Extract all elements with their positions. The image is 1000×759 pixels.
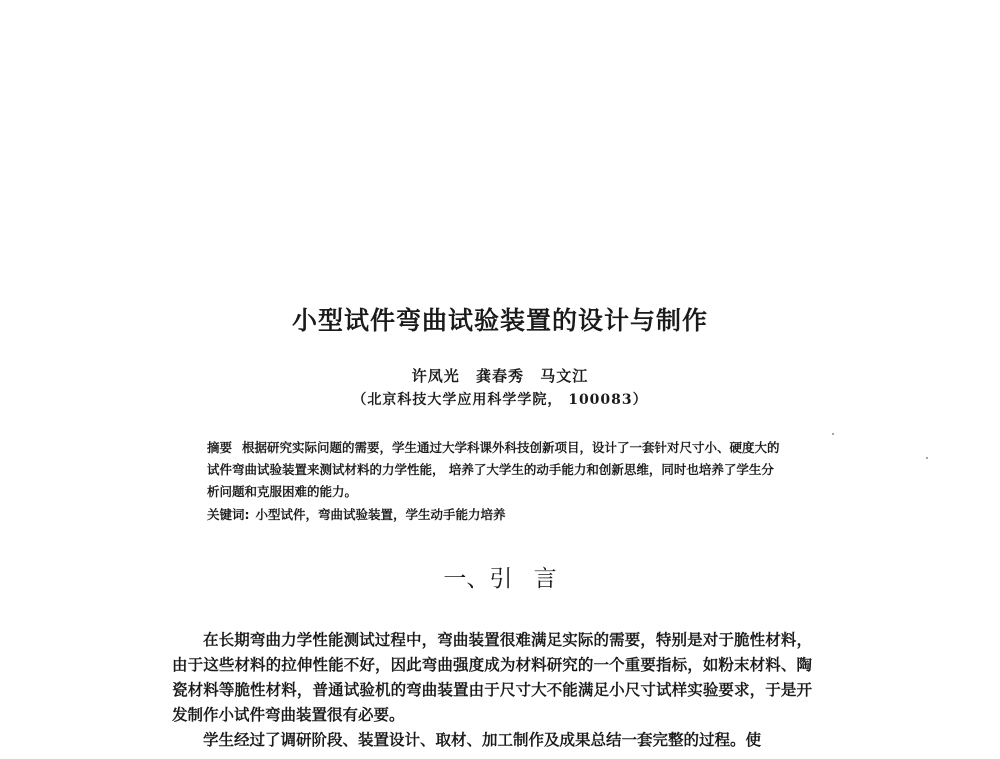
scan-speck (926, 457, 928, 459)
body-paragraph: 在长期弯曲力学性能测试过程中，弯曲装置很难满足实际的需要，特别是对于脆性材料，由于这些材料的拉伸性能不好，因此弯曲强度成为材料研究的一个重要指标，如粉末材料、陶瓷材料等脆性材料，普通试验机的弯曲装置由于尺寸大不能满足小尺寸试样实验要求，于是开发制作小试件弯曲装置很有必要。 (172, 630, 812, 724)
paper-title: 小型试件弯曲试验装置的设计与制作 (291, 306, 708, 335)
keywords-block (207, 505, 785, 523)
abstract-text: 根据研究实际问题的需要，学生通过大学科课外科技创新项目，设计了一套针对尺寸小、硬度大的试件弯曲试验装置来测试材料的力学性能， 培养了大学生的动手能力和创新思维，同时也培养了学生分析问题和克服困难的能力。 (207, 440, 780, 499)
paper-affiliation: （北京科技大学应用科学学院， 100083） (352, 392, 648, 408)
keywords-text: 小型试件，弯曲试验装置，学生动手能力培养 (255, 507, 506, 522)
scan-speck (832, 433, 834, 435)
keywords-label: 关键词: (207, 507, 250, 522)
section-heading-introduction: 一、引 言 (443, 566, 557, 592)
abstract-label: 摘要 (207, 440, 233, 455)
body-paragraph: 学生经过了调研阶段、装置设计、取材、加工制作及成果总结一套完整的过程。使 (203, 730, 762, 749)
body-text (172, 627, 812, 752)
abstract-block (207, 437, 785, 503)
paper-authors: 许凤光 龚春秀 马文江 (411, 367, 589, 385)
